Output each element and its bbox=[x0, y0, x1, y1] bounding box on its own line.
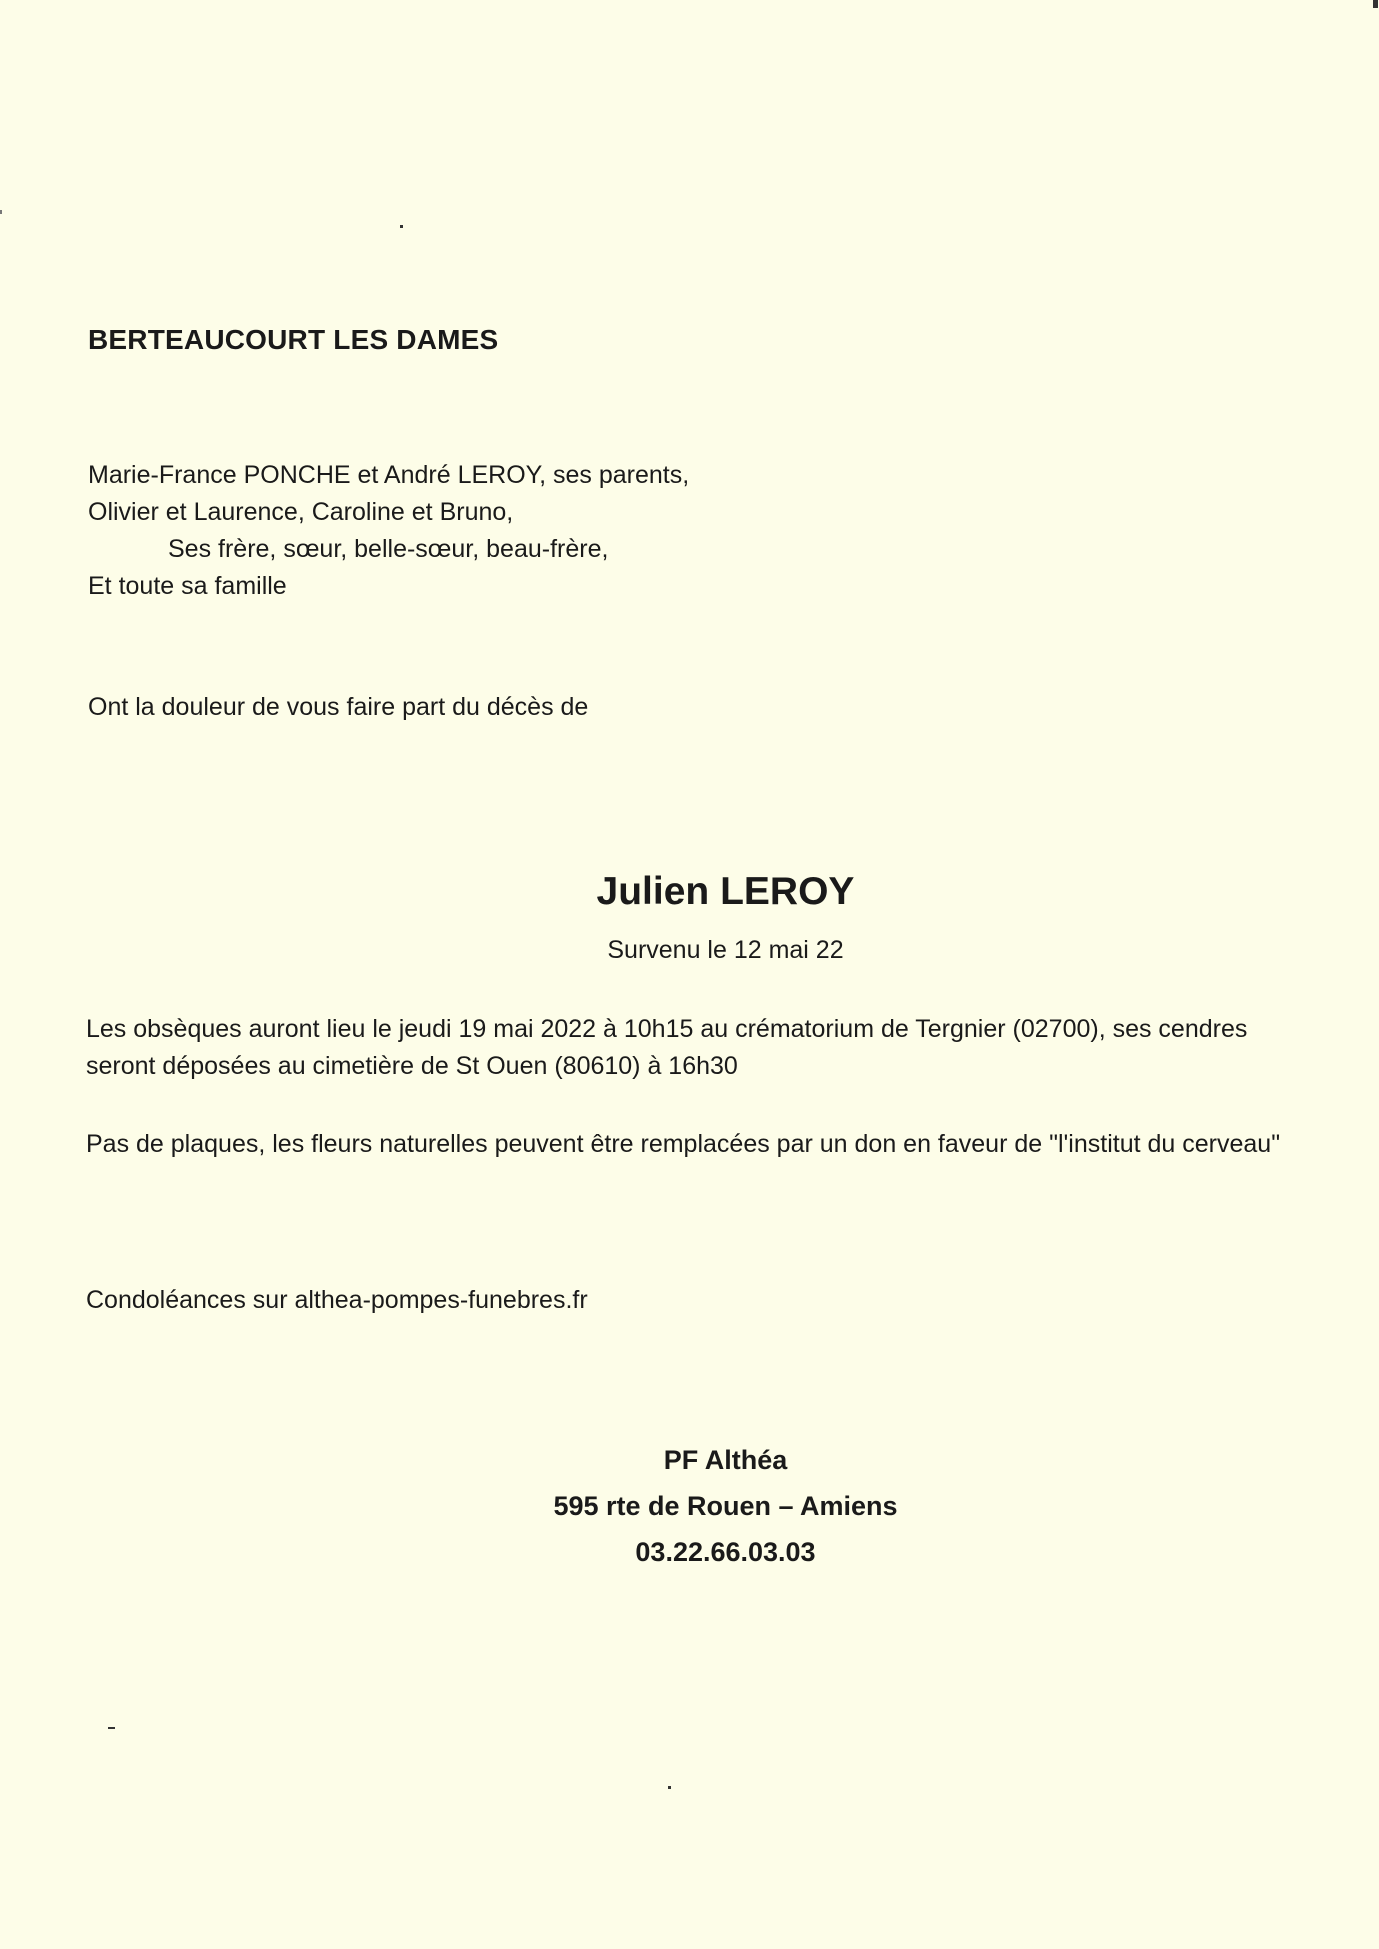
funeral-home-address: 595 rte de Rouen – Amiens bbox=[553, 1491, 898, 1521]
family-line-parents: Marie-France PONCHE et André LEROY, ses parents, bbox=[88, 461, 690, 489]
scan-speck bbox=[400, 225, 403, 228]
deceased-date: Survenu le 12 mai 22 bbox=[607, 936, 844, 964]
family-line-all-family: Et toute sa famille bbox=[88, 572, 287, 600]
family-line-siblings: Olivier et Laurence, Caroline et Bruno, bbox=[88, 498, 514, 526]
family-line-relations: Ses frère, sœur, belle-sœur, beau-frère, bbox=[168, 535, 609, 563]
funeral-info-paragraph: Les obsèques auront lieu le jeudi 19 mai 2022 à 10h15 au crématorium de Tergnier (02700), ses cendres seront déposées au cimetière de St Ouen (80610) à 16h30 bbox=[86, 1015, 1248, 1080]
condolences-text: Condoléances sur althea-pompes-funebres.fr bbox=[86, 1286, 588, 1314]
flowers-note-paragraph: Pas de plaques, les fleurs naturelles peuvent être remplacées par un don en faveur de "l'institut du cerveau" bbox=[86, 1130, 1281, 1158]
funeral-home-phone: 03.22.66.03.03 bbox=[635, 1537, 816, 1567]
town-heading: BERTEAUCOURT LES DAMES bbox=[88, 324, 499, 355]
scan-speck bbox=[108, 1727, 115, 1729]
funeral-home-name: PF Althéa bbox=[663, 1445, 788, 1475]
announcement-text: Ont la douleur de vous faire part du décès de bbox=[88, 693, 589, 721]
scan-speck bbox=[1373, 0, 1378, 8]
scan-speck bbox=[0, 210, 2, 214]
deceased-name: Julien LEROY bbox=[596, 870, 855, 913]
scan-speck bbox=[668, 1786, 671, 1789]
